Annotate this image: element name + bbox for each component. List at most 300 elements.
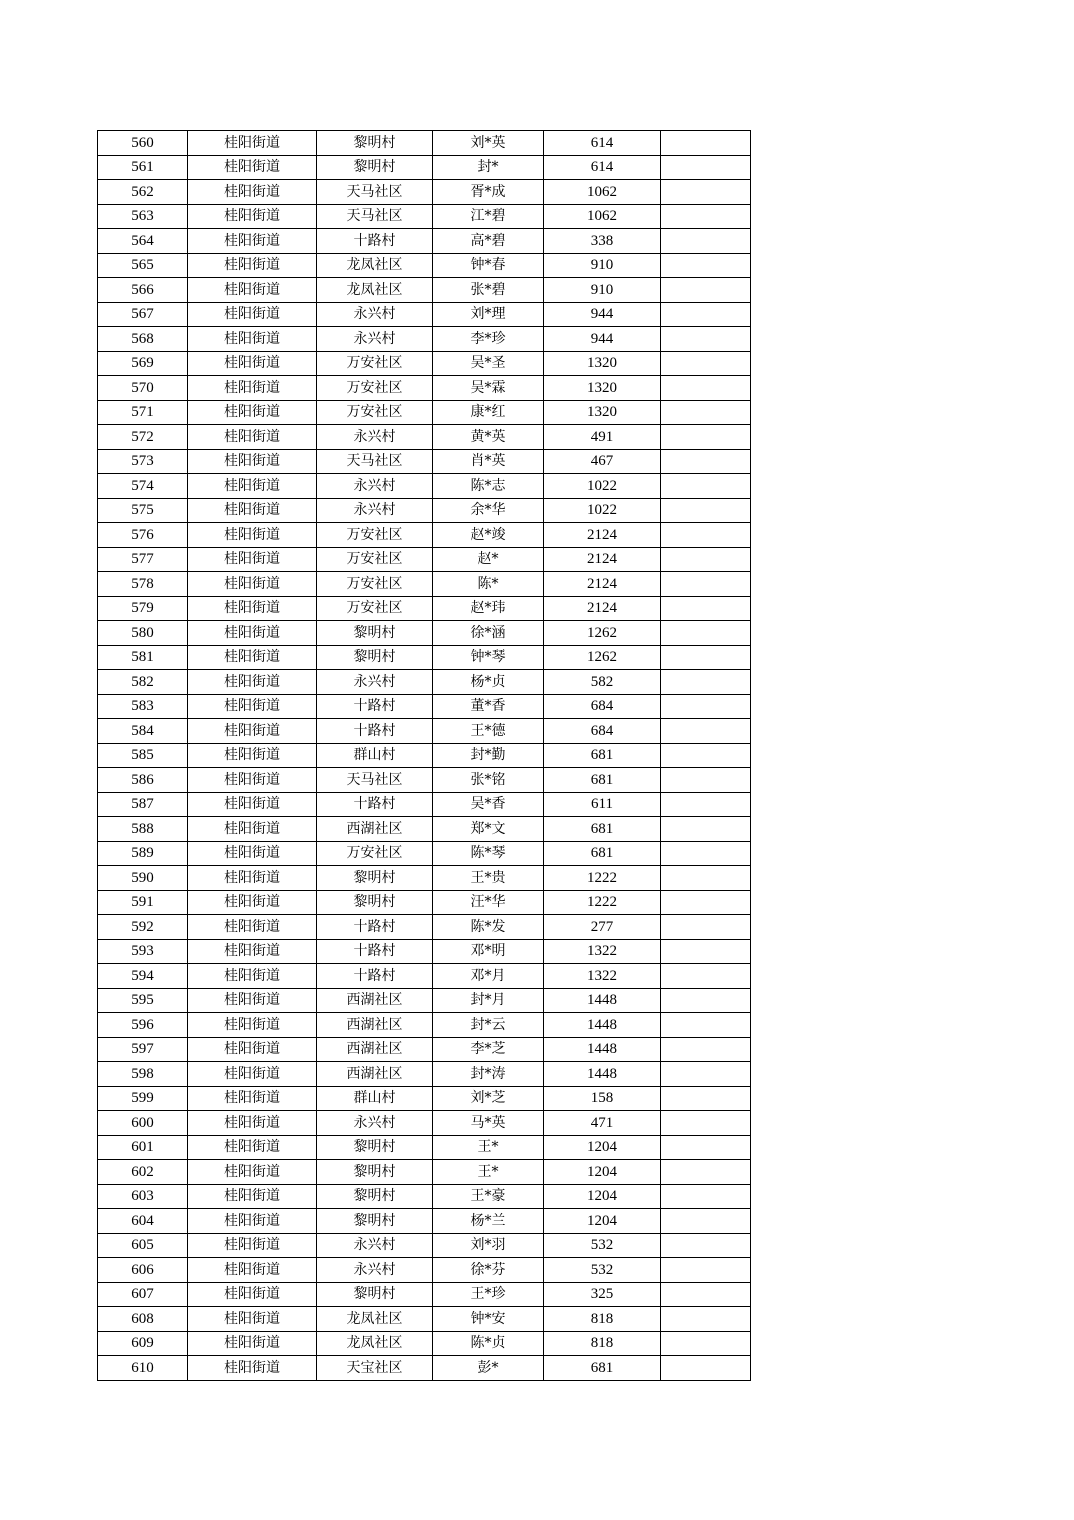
table-row	[98, 841, 751, 866]
cell-village: 龙凤社区	[317, 278, 433, 303]
cell-serial-number: 609	[98, 1331, 188, 1356]
cell-person-name: 赵*	[433, 547, 544, 572]
cell-street: 桂阳街道	[188, 449, 317, 474]
table-row	[98, 1331, 751, 1356]
cell-person-name: 吴*霖	[433, 376, 544, 401]
cell-village: 黎明村	[317, 621, 433, 646]
cell-person-name: 陈*	[433, 572, 544, 597]
cell-street: 桂阳街道	[188, 743, 317, 768]
cell-note	[661, 988, 751, 1013]
cell-person-name: 郑*文	[433, 817, 544, 842]
cell-person-name: 王*珍	[433, 1282, 544, 1307]
table-row	[98, 743, 751, 768]
cell-note	[661, 351, 751, 376]
cell-person-name: 彭*	[433, 1356, 544, 1381]
cell-serial-number: 583	[98, 694, 188, 719]
cell-street: 桂阳街道	[188, 1037, 317, 1062]
cell-village: 万安社区	[317, 376, 433, 401]
table-row	[98, 1209, 751, 1234]
cell-amount: 1322	[544, 964, 661, 989]
cell-amount: 467	[544, 449, 661, 474]
cell-street: 桂阳街道	[188, 1233, 317, 1258]
cell-street: 桂阳街道	[188, 1135, 317, 1160]
cell-street: 桂阳街道	[188, 131, 317, 156]
cell-amount: 532	[544, 1233, 661, 1258]
cell-village: 龙凤社区	[317, 1331, 433, 1356]
cell-person-name: 王*豪	[433, 1184, 544, 1209]
cell-serial-number: 604	[98, 1209, 188, 1234]
cell-village: 西湖社区	[317, 817, 433, 842]
cell-street: 桂阳街道	[188, 302, 317, 327]
cell-amount: 1448	[544, 988, 661, 1013]
cell-serial-number: 605	[98, 1233, 188, 1258]
cell-amount: 818	[544, 1307, 661, 1332]
cell-serial-number: 589	[98, 841, 188, 866]
cell-note	[661, 449, 751, 474]
cell-amount: 944	[544, 327, 661, 352]
cell-street: 桂阳街道	[188, 498, 317, 523]
cell-note	[661, 547, 751, 572]
cell-amount: 1322	[544, 939, 661, 964]
cell-serial-number: 565	[98, 253, 188, 278]
cell-village: 万安社区	[317, 351, 433, 376]
cell-street: 桂阳街道	[188, 1184, 317, 1209]
cell-serial-number: 610	[98, 1356, 188, 1381]
cell-note	[661, 1037, 751, 1062]
cell-person-name: 邓*月	[433, 964, 544, 989]
cell-street: 桂阳街道	[188, 1160, 317, 1185]
cell-note	[661, 474, 751, 499]
table-row	[98, 1062, 751, 1087]
cell-person-name: 康*红	[433, 400, 544, 425]
cell-person-name: 黄*英	[433, 425, 544, 450]
cell-person-name: 王*	[433, 1135, 544, 1160]
cell-serial-number: 601	[98, 1135, 188, 1160]
cell-amount: 818	[544, 1331, 661, 1356]
table-row	[98, 523, 751, 548]
cell-amount: 2124	[544, 523, 661, 548]
cell-person-name: 邓*明	[433, 939, 544, 964]
table-row	[98, 1013, 751, 1038]
cell-amount: 1062	[544, 180, 661, 205]
cell-note	[661, 890, 751, 915]
cell-serial-number: 586	[98, 768, 188, 793]
table-row	[98, 1111, 751, 1136]
table-row	[98, 449, 751, 474]
cell-note	[661, 253, 751, 278]
cell-note	[661, 1184, 751, 1209]
cell-village: 黎明村	[317, 890, 433, 915]
cell-amount: 611	[544, 792, 661, 817]
cell-amount: 471	[544, 1111, 661, 1136]
cell-serial-number: 585	[98, 743, 188, 768]
cell-village: 永兴村	[317, 327, 433, 352]
cell-village: 黎明村	[317, 1160, 433, 1185]
cell-street: 桂阳街道	[188, 817, 317, 842]
cell-street: 桂阳街道	[188, 792, 317, 817]
cell-amount: 2124	[544, 596, 661, 621]
cell-village: 万安社区	[317, 572, 433, 597]
cell-person-name: 高*碧	[433, 229, 544, 254]
cell-village: 黎明村	[317, 645, 433, 670]
cell-village: 黎明村	[317, 866, 433, 891]
cell-amount: 1320	[544, 376, 661, 401]
cell-serial-number: 602	[98, 1160, 188, 1185]
cell-village: 永兴村	[317, 670, 433, 695]
cell-amount: 684	[544, 694, 661, 719]
cell-street: 桂阳街道	[188, 400, 317, 425]
cell-street: 桂阳街道	[188, 841, 317, 866]
cell-amount: 1320	[544, 400, 661, 425]
cell-note	[661, 1307, 751, 1332]
cell-serial-number: 598	[98, 1062, 188, 1087]
cell-serial-number: 572	[98, 425, 188, 450]
cell-street: 桂阳街道	[188, 988, 317, 1013]
cell-person-name: 陈*琴	[433, 841, 544, 866]
cell-note	[661, 523, 751, 548]
table-row	[98, 1356, 751, 1381]
cell-person-name: 陈*贞	[433, 1331, 544, 1356]
cell-note	[661, 719, 751, 744]
cell-serial-number: 594	[98, 964, 188, 989]
cell-village: 永兴村	[317, 1233, 433, 1258]
cell-street: 桂阳街道	[188, 204, 317, 229]
cell-note	[661, 866, 751, 891]
cell-serial-number: 569	[98, 351, 188, 376]
cell-serial-number: 573	[98, 449, 188, 474]
cell-street: 桂阳街道	[188, 1356, 317, 1381]
table-body	[98, 131, 751, 1381]
cell-street: 桂阳街道	[188, 1282, 317, 1307]
cell-amount: 614	[544, 155, 661, 180]
cell-serial-number: 599	[98, 1086, 188, 1111]
cell-street: 桂阳街道	[188, 1062, 317, 1087]
cell-amount: 681	[544, 817, 661, 842]
cell-note	[661, 621, 751, 646]
cell-person-name: 刘*英	[433, 131, 544, 156]
cell-village: 黎明村	[317, 1184, 433, 1209]
cell-amount: 1448	[544, 1013, 661, 1038]
cell-note	[661, 425, 751, 450]
cell-serial-number: 588	[98, 817, 188, 842]
cell-person-name: 赵*竣	[433, 523, 544, 548]
cell-street: 桂阳街道	[188, 694, 317, 719]
table-row	[98, 964, 751, 989]
table-row	[98, 621, 751, 646]
table-row	[98, 302, 751, 327]
cell-note	[661, 915, 751, 940]
table-row	[98, 915, 751, 940]
cell-amount: 491	[544, 425, 661, 450]
table-row	[98, 719, 751, 744]
cell-street: 桂阳街道	[188, 1086, 317, 1111]
cell-person-name: 钟*琴	[433, 645, 544, 670]
cell-amount: 1262	[544, 621, 661, 646]
cell-person-name: 张*碧	[433, 278, 544, 303]
table-row	[98, 866, 751, 891]
cell-serial-number: 591	[98, 890, 188, 915]
cell-person-name: 王*德	[433, 719, 544, 744]
cell-note	[661, 131, 751, 156]
cell-amount: 325	[544, 1282, 661, 1307]
cell-note	[661, 327, 751, 352]
cell-street: 桂阳街道	[188, 670, 317, 695]
cell-note	[661, 596, 751, 621]
cell-person-name: 封*云	[433, 1013, 544, 1038]
cell-note	[661, 1209, 751, 1234]
table-row	[98, 596, 751, 621]
cell-note	[661, 1013, 751, 1038]
cell-village: 十路村	[317, 229, 433, 254]
table-row	[98, 278, 751, 303]
cell-serial-number: 568	[98, 327, 188, 352]
cell-note	[661, 498, 751, 523]
cell-village: 群山村	[317, 743, 433, 768]
cell-person-name: 马*英	[433, 1111, 544, 1136]
cell-person-name: 李*芝	[433, 1037, 544, 1062]
cell-note	[661, 302, 751, 327]
cell-person-name: 陈*志	[433, 474, 544, 499]
cell-street: 桂阳街道	[188, 327, 317, 352]
cell-street: 桂阳街道	[188, 1209, 317, 1234]
cell-note	[661, 1356, 751, 1381]
cell-serial-number: 595	[98, 988, 188, 1013]
cell-amount: 681	[544, 768, 661, 793]
table-row	[98, 645, 751, 670]
cell-street: 桂阳街道	[188, 278, 317, 303]
cell-serial-number: 608	[98, 1307, 188, 1332]
cell-street: 桂阳街道	[188, 547, 317, 572]
cell-person-name: 钟*安	[433, 1307, 544, 1332]
cell-village: 龙凤社区	[317, 253, 433, 278]
cell-note	[661, 1111, 751, 1136]
cell-serial-number: 584	[98, 719, 188, 744]
cell-serial-number: 562	[98, 180, 188, 205]
cell-street: 桂阳街道	[188, 1307, 317, 1332]
cell-person-name: 肖*英	[433, 449, 544, 474]
cell-serial-number: 582	[98, 670, 188, 695]
cell-street: 桂阳街道	[188, 253, 317, 278]
cell-village: 十路村	[317, 719, 433, 744]
cell-village: 西湖社区	[317, 1062, 433, 1087]
cell-serial-number: 576	[98, 523, 188, 548]
cell-serial-number: 574	[98, 474, 188, 499]
cell-person-name: 王*贵	[433, 866, 544, 891]
cell-person-name: 封*勤	[433, 743, 544, 768]
cell-serial-number: 570	[98, 376, 188, 401]
cell-village: 天宝社区	[317, 1356, 433, 1381]
table-row	[98, 890, 751, 915]
cell-village: 黎明村	[317, 131, 433, 156]
cell-amount: 582	[544, 670, 661, 695]
table-row	[98, 131, 751, 156]
cell-person-name: 李*珍	[433, 327, 544, 352]
data-table	[97, 130, 751, 1381]
cell-village: 万安社区	[317, 523, 433, 548]
cell-person-name: 张*铭	[433, 768, 544, 793]
cell-person-name: 刘*理	[433, 302, 544, 327]
cell-note	[661, 1062, 751, 1087]
cell-village: 天马社区	[317, 449, 433, 474]
table-row	[98, 1258, 751, 1283]
cell-amount: 1448	[544, 1037, 661, 1062]
table-row	[98, 253, 751, 278]
cell-village: 永兴村	[317, 302, 433, 327]
cell-serial-number: 581	[98, 645, 188, 670]
cell-amount: 338	[544, 229, 661, 254]
cell-serial-number: 590	[98, 866, 188, 891]
cell-person-name: 钟*春	[433, 253, 544, 278]
cell-village: 龙凤社区	[317, 1307, 433, 1332]
table-row	[98, 1233, 751, 1258]
cell-serial-number: 606	[98, 1258, 188, 1283]
cell-serial-number: 563	[98, 204, 188, 229]
cell-village: 天马社区	[317, 180, 433, 205]
cell-note	[661, 964, 751, 989]
cell-note	[661, 768, 751, 793]
cell-village: 万安社区	[317, 547, 433, 572]
cell-street: 桂阳街道	[188, 180, 317, 205]
cell-street: 桂阳街道	[188, 866, 317, 891]
cell-street: 桂阳街道	[188, 376, 317, 401]
cell-person-name: 刘*芝	[433, 1086, 544, 1111]
cell-note	[661, 743, 751, 768]
cell-note	[661, 1086, 751, 1111]
cell-street: 桂阳街道	[188, 1258, 317, 1283]
cell-person-name: 汪*华	[433, 890, 544, 915]
cell-amount: 684	[544, 719, 661, 744]
cell-serial-number: 587	[98, 792, 188, 817]
cell-village: 万安社区	[317, 596, 433, 621]
cell-street: 桂阳街道	[188, 939, 317, 964]
cell-amount: 681	[544, 841, 661, 866]
cell-amount: 1222	[544, 866, 661, 891]
table-row	[98, 376, 751, 401]
cell-person-name: 徐*芬	[433, 1258, 544, 1283]
cell-amount: 277	[544, 915, 661, 940]
cell-amount: 681	[544, 743, 661, 768]
cell-amount: 910	[544, 278, 661, 303]
cell-amount: 681	[544, 1356, 661, 1381]
cell-note	[661, 1135, 751, 1160]
cell-village: 十路村	[317, 939, 433, 964]
table-row	[98, 939, 751, 964]
cell-village: 群山村	[317, 1086, 433, 1111]
cell-village: 永兴村	[317, 1111, 433, 1136]
cell-person-name: 刘*羽	[433, 1233, 544, 1258]
cell-person-name: 徐*涵	[433, 621, 544, 646]
cell-note	[661, 1160, 751, 1185]
cell-person-name: 余*华	[433, 498, 544, 523]
cell-note	[661, 376, 751, 401]
cell-note	[661, 939, 751, 964]
cell-street: 桂阳街道	[188, 915, 317, 940]
cell-person-name: 江*碧	[433, 204, 544, 229]
cell-street: 桂阳街道	[188, 1013, 317, 1038]
cell-amount: 1320	[544, 351, 661, 376]
cell-person-name: 封*月	[433, 988, 544, 1013]
cell-serial-number: 603	[98, 1184, 188, 1209]
table-row	[98, 670, 751, 695]
cell-person-name: 杨*兰	[433, 1209, 544, 1234]
cell-serial-number: 580	[98, 621, 188, 646]
table-row	[98, 1086, 751, 1111]
table-row	[98, 180, 751, 205]
table-row	[98, 474, 751, 499]
cell-street: 桂阳街道	[188, 523, 317, 548]
cell-serial-number: 579	[98, 596, 188, 621]
cell-street: 桂阳街道	[188, 572, 317, 597]
table-row	[98, 1037, 751, 1062]
cell-serial-number: 600	[98, 1111, 188, 1136]
table-row	[98, 792, 751, 817]
cell-village: 永兴村	[317, 474, 433, 499]
cell-note	[661, 841, 751, 866]
table-row	[98, 572, 751, 597]
cell-village: 十路村	[317, 694, 433, 719]
table-row	[98, 817, 751, 842]
cell-street: 桂阳街道	[188, 890, 317, 915]
cell-amount: 1262	[544, 645, 661, 670]
cell-amount: 532	[544, 1258, 661, 1283]
cell-serial-number: 592	[98, 915, 188, 940]
cell-person-name: 王*	[433, 1160, 544, 1185]
table-row	[98, 1282, 751, 1307]
cell-village: 万安社区	[317, 400, 433, 425]
table-row	[98, 1135, 751, 1160]
cell-village: 西湖社区	[317, 1013, 433, 1038]
cell-street: 桂阳街道	[188, 964, 317, 989]
cell-serial-number: 571	[98, 400, 188, 425]
cell-village: 天马社区	[317, 768, 433, 793]
cell-amount: 1204	[544, 1160, 661, 1185]
cell-serial-number: 561	[98, 155, 188, 180]
cell-village: 永兴村	[317, 498, 433, 523]
cell-street: 桂阳街道	[188, 474, 317, 499]
cell-village: 西湖社区	[317, 1037, 433, 1062]
table-row	[98, 768, 751, 793]
cell-street: 桂阳街道	[188, 425, 317, 450]
cell-person-name: 董*香	[433, 694, 544, 719]
cell-note	[661, 278, 751, 303]
table-row	[98, 547, 751, 572]
cell-serial-number: 567	[98, 302, 188, 327]
cell-serial-number: 578	[98, 572, 188, 597]
cell-amount: 1062	[544, 204, 661, 229]
cell-village: 万安社区	[317, 841, 433, 866]
cell-note	[661, 1282, 751, 1307]
cell-amount: 1222	[544, 890, 661, 915]
cell-village: 永兴村	[317, 1258, 433, 1283]
cell-note	[661, 180, 751, 205]
cell-note	[661, 694, 751, 719]
cell-village: 黎明村	[317, 1209, 433, 1234]
cell-person-name: 杨*贞	[433, 670, 544, 695]
cell-person-name: 胥*成	[433, 180, 544, 205]
table-row	[98, 204, 751, 229]
cell-amount: 1204	[544, 1184, 661, 1209]
table-row	[98, 155, 751, 180]
table-row	[98, 425, 751, 450]
cell-street: 桂阳街道	[188, 155, 317, 180]
cell-person-name: 封*	[433, 155, 544, 180]
cell-serial-number: 577	[98, 547, 188, 572]
cell-amount: 944	[544, 302, 661, 327]
cell-note	[661, 229, 751, 254]
cell-street: 桂阳街道	[188, 621, 317, 646]
table-row	[98, 351, 751, 376]
cell-amount: 1022	[544, 474, 661, 499]
